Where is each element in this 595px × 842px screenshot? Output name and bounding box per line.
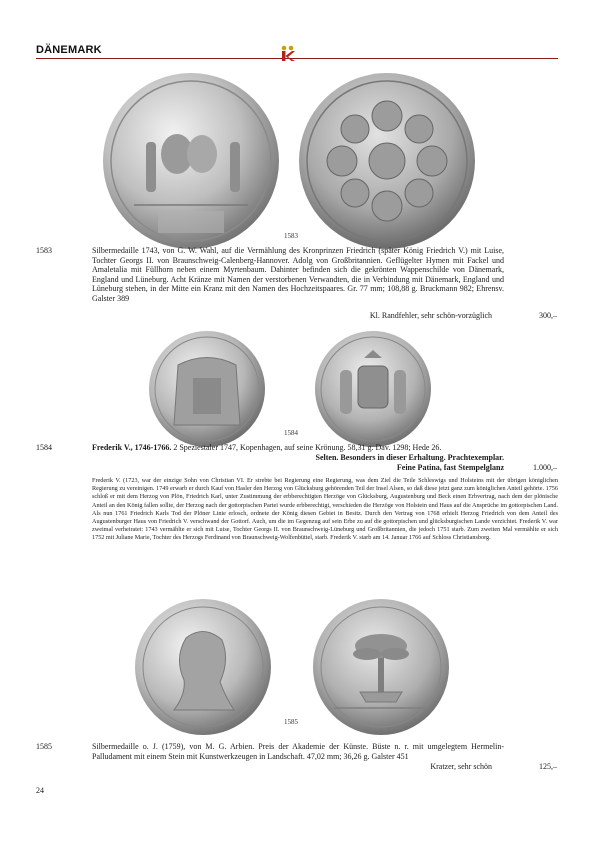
coin-1584-reverse <box>314 330 432 448</box>
lot-description: Silbermedaille 1743, von G. W. Wahl, auf die Vermählung des Kronprinzen Friedrich (später König Friedrich V.) mit Luise, Tochter Georgs II. von Braunschweig-Calenberg-Hannover. Adolg von Großbritannien. Geflügelter Hymen mit Fackel und Amaletalia mit Füllhorn neben einem Myrtenbaum. Dahinter befinden sich die gekrönten Wappenschilde von Dänemark, England und Lüneburg. Acht Kränze mit Namen der verstorbenen Verwandten, die in Verbindung mit Dänemark, England und Lüneburg stehen, in der Mitte ein Kranz mit den Namen des Hochzeitspaares. Gr. 77 mm; 108,88 g. Bruckmann 982; Ehrensv. Galster 389 <box>92 246 504 302</box>
figure-number: 1583 <box>284 232 298 240</box>
lot-grade: Kratzer, sehr schön <box>430 762 492 771</box>
coin-1584-obverse <box>148 330 266 448</box>
lot-grade-detail: Feine Patina, fast Stempelglanz <box>396 463 504 472</box>
lot-grade: Kl. Randfehler, sehr schön-vorzüglich <box>369 311 492 320</box>
lot-price: 1.000,– <box>533 463 557 472</box>
medal-1585-obverse <box>134 598 272 736</box>
medal-1585-reverse <box>312 598 450 736</box>
medal-1583-reverse <box>298 72 476 250</box>
page-number: 24 <box>36 786 44 795</box>
header-rule <box>36 58 558 59</box>
medal-1583-obverse <box>102 72 280 250</box>
lot-grade: Selten. Besonders in dieser Erhaltung. Prachtexemplar. <box>315 453 504 462</box>
lot-price: 125,– <box>539 762 557 771</box>
figure-number: 1585 <box>284 718 298 726</box>
lot-number: 1584 <box>36 443 52 452</box>
lot-description: 2 Speziestaler 1747, Kopenhagen, auf seine Krönung. 58,31 g. Dav. 1298; Hede 26. <box>173 443 442 452</box>
lot-description-block <box>92 443 504 453</box>
lot-description: Silbermedaille o. J. (1759), von M. G. Arbien. Preis der Akademie der Künste. Büste n. r. mit umgelegtem Hermelin-Palludament mit einem Stein mit Kunstwerkzeugen in Landschaft. 47,02 mm; 36,26 g. Galster 451 <box>92 742 504 761</box>
kk-logo-icon <box>279 44 297 62</box>
lot-number: 1585 <box>36 742 52 751</box>
historical-note: Frederik V. (1723, war der einzige Sohn von Christian VI. Er strebte bei Regierung eine Regierung, was dem Ziel die Teile Schleswigs und Holsteins mit der übrigen königlichen Regierung zu vereinigen. 1749 erwarb er durch Kauf von Hasler den Herzog von Glücksburg gehörenden Teil der Insel Alsen, so daß diese jetzt ganz zum königlichen Anteil gehörte. 1756 schloß er mit dem Herzog von Plön, Friedrich Karl, unter Zustimmung der erbberechtigten Herzöge von Glücksburg, Augustenburg und Beck einen Erbvertrag, nach dem der plönische Anteil an den König fallen sollte, der Herzog nach der gottorpischen Partei wurde erbberechtigt, verschieden die Herzöge von Holstein und Haus auf die Ansprüche im gottorpischen Land. Als nun 1761 Friedrich Karls Tod der Plöner Linie erlosch, ordnete der König diesen Gebiet in Besitz. Durch den Vertrag von 1768 erhielt Herzog Friedrich von dem Anteil des Augustenburger Haus von Friedrich V. verschwand der Gottorf. Auch, um die im Gegenzug auf sein Erbe zu auf die gottorpischen und glücksburgischen Lande verzichtet. Frederik V. war zweimal verheiratet: 1743 vermählte er sich mit Luise, Tochter Georgs II. von Braunschweig-Lüneburg und Großbritannien, die jedoch 1751 starb. Zum zweiten Mal vermählte er sich 1752 mit Juliane Marie, Tochter des Herzogs Ferdinand von Braunschweig-Wolfenbüttel, starb. Frederik V. starb am 14. Januar 1766 auf Schloss Christiansborg. <box>92 477 558 542</box>
figure-number: 1584 <box>284 429 298 437</box>
lot-number: 1583 <box>36 246 52 255</box>
lot-price: 300,– <box>539 311 557 320</box>
ruler-title: Frederik V., 1746-1766. <box>92 443 172 452</box>
page-header <box>36 44 558 62</box>
section-title: DÄNEMARK <box>36 44 102 56</box>
